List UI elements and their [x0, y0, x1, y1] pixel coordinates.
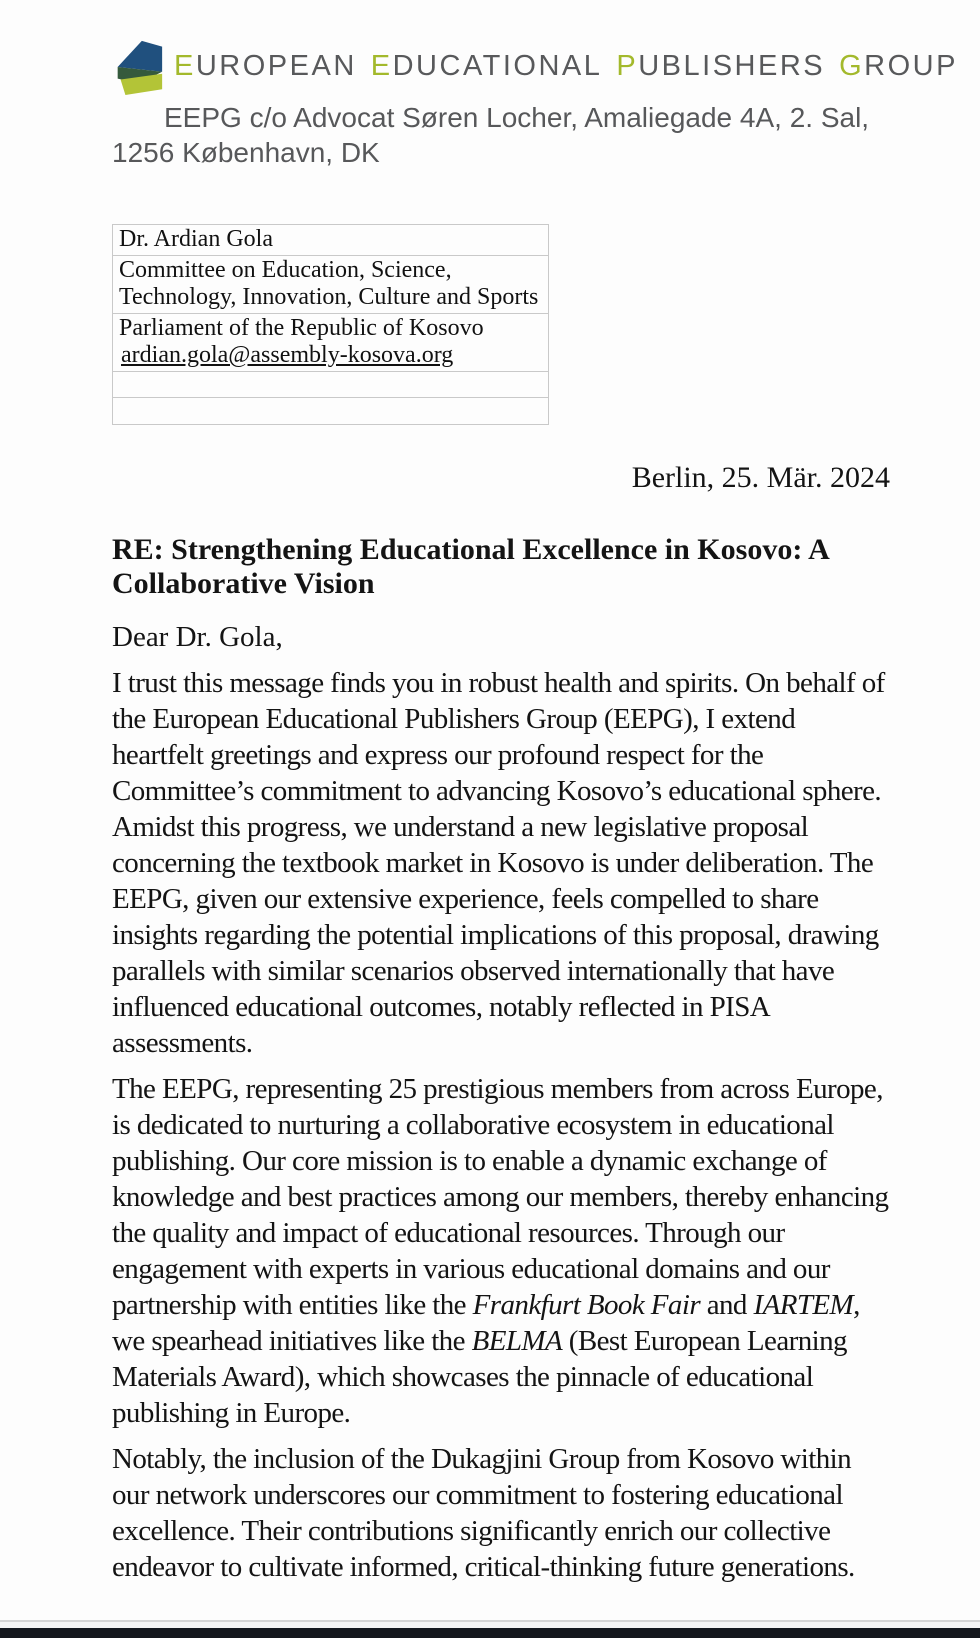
recipient-name: Dr. Ardian Gola [119, 226, 273, 252]
body-paragraph-3: Notably, the inclusion of the Dukagjini Group from Kosovo within our network underscores our commitment to fostering educational excellence. Their contributions significantly enrich our collective endeavor to cultivate informed, critical-thinking future generations. [112, 1443, 855, 1583]
wordmark-word [616, 50, 825, 82]
email-link[interactable]: ardian.gola@assembly-kosova.org [121, 342, 454, 368]
table-row-empty [113, 398, 548, 424]
wordmark-word [839, 50, 958, 82]
wordmark-rest: UROPEAN [195, 50, 357, 82]
bottom-dark-bar [0, 1628, 980, 1638]
eepg-logo-icon [108, 34, 166, 98]
table-row-empty [113, 372, 548, 398]
wordmark-rest: ROUP [864, 50, 958, 82]
recipient-committee: Committee on Education, Science, Technology, Innovation, Culture and Sports [119, 257, 539, 310]
photo-bottom-edge [0, 1620, 980, 1638]
wordmark-initial: G [839, 50, 865, 82]
logo-wordmark [174, 50, 972, 83]
table-row-committee [113, 256, 548, 314]
salutation: Dear Dr. Gola, [112, 621, 283, 653]
sender-address-line2: 1256 København, DK [112, 137, 380, 168]
wordmark-word [371, 50, 603, 82]
subject-line: RE: Strengthening Educational Excellence in Kosovo: A Collaborative Vision [112, 533, 829, 600]
table-row-recipient-name [113, 225, 548, 256]
email-link-wrap [119, 342, 542, 369]
wordmark-initial: E [370, 50, 393, 82]
body-paragraph-1: I trust this message finds you in robust health and spirits. On behalf of the European Educational Publishers Group (EEPG), I extend heartfelt greetings and express our profound respect for the Committee’s commitment to advancing Kosovo’s educational sphere. Amidst this progress, we understand a new legislative proposal concerning the textbook market in Kosovo is under deliberation. The EEPG, given our extensive experience, feels compelled to share insights regarding the potential implications of this proposal, drawing parallels with similar scenarios observed internationally that have influenced educational outcomes, notably reflected in PISA assessments. [112, 667, 885, 1059]
sender-address-line1: EEPG c/o Advocat Søren Locher, Amaliegade 4A, 2. Sal, [164, 102, 870, 133]
recipient-table [112, 224, 549, 425]
wordmark-initial: E [174, 50, 196, 82]
table-row-parliament [113, 314, 548, 372]
recipient-organization: Parliament of the Republic of Kosovo [119, 315, 484, 341]
wordmark-initial: P [616, 50, 639, 82]
wordmark-rest: UBLISHERS [638, 50, 826, 82]
wordmark-word [174, 50, 357, 82]
sender-address [112, 100, 890, 170]
body-paragraph-2: The EEPG, representing 25 prestigious members from across Europe, is dedicated to nurturing a collaborative ecosystem in educational publishing. Our core mission is to enable a dynamic exchange of knowledge and best practices among our members, thereby enhancing the quality and impact of educational resources. Through our engagement with experts in various educational domains and our partnership with entities like the Frankfurt Book Fair and IARTEM, we spearhead initiatives like the BELMA (Best European Learning Materials Award), which showcases the pinnacle of educational publishing in Europe. [112, 1073, 889, 1429]
header [112, 34, 958, 98]
date-line: Berlin, 25. Mär. 2024 [631, 461, 890, 494]
wordmark-rest: DUCATIONAL [392, 50, 603, 82]
